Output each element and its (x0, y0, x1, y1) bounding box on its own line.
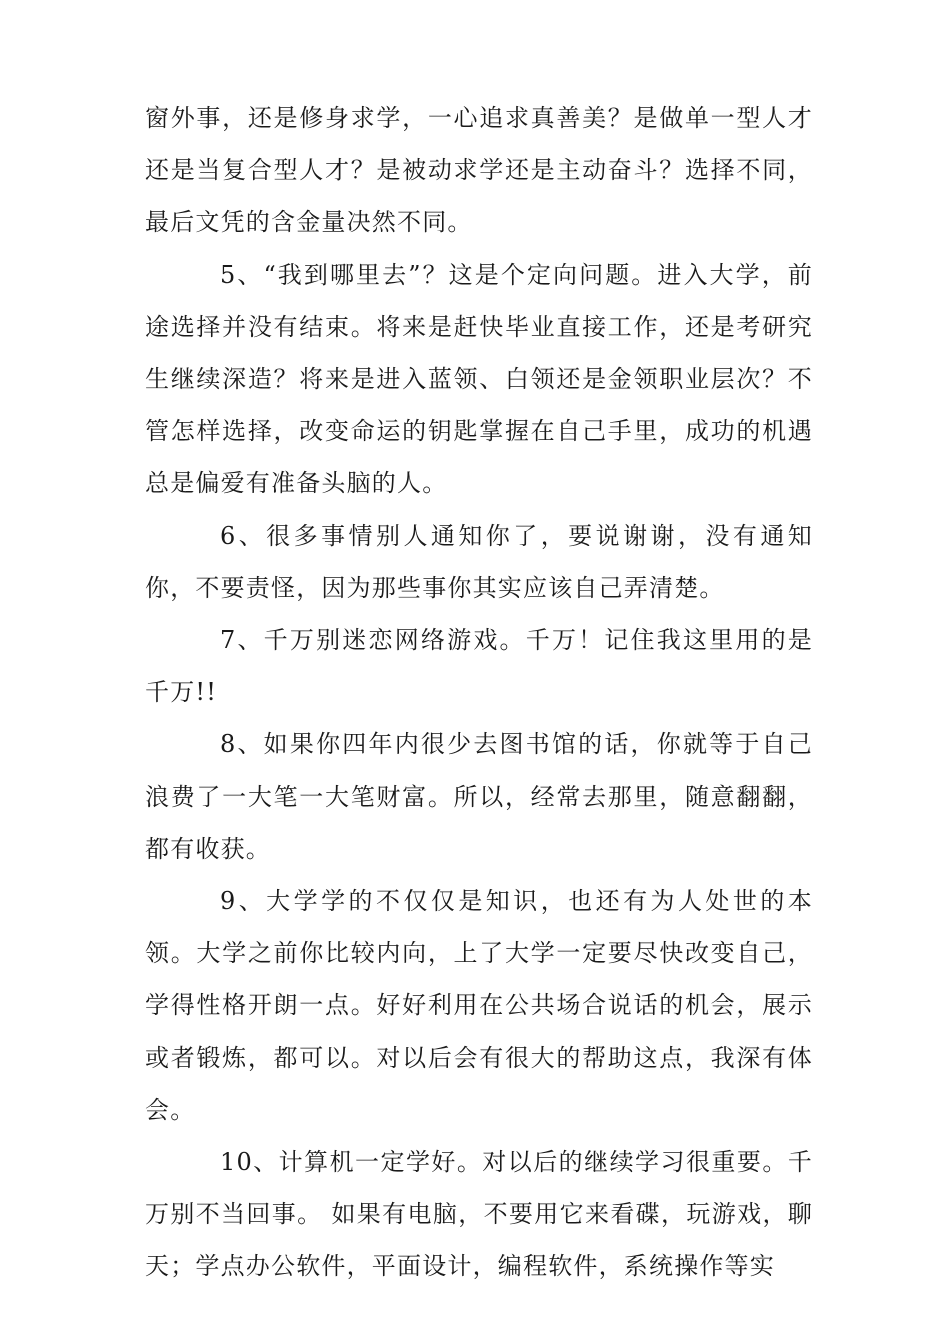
paragraph-6: 6、很多事情别人通知你了，要说谢谢，没有通知你，不要责怪，因为那些事你其实应该自己弄清楚。 (145, 521, 813, 602)
paragraph-intro: 窗外事，还是修身求学，一心追求真善美？是做单一型人才还是当复合型人才？是被动求学还是主动奋斗？选择不同，最后文凭的含金量决然不同。 (145, 104, 813, 237)
paragraph-10: 10、计算机一定学好。对以后的继续学习很重要。千万别不当回事。 如果有电脑，不要用它来看碟，玩游戏，聊天；学点办公软件，平面设计，编程软件，系统操作等实 (145, 1148, 813, 1281)
paragraph-7: 7、千万别迷恋网络游戏。千万！记住我这里用的是千万!! (145, 626, 813, 707)
paragraph-9: 9、大学学的不仅仅是知识，也还有为人处世的本领。大学之前你比较内向，上了大学一定要尽快改变自己，学得性格开朗一点。好好利用在公共场合说话的机会，展示或者锻炼，都可以。对以后会有很大的帮助这点，我深有体会。 (145, 887, 813, 1124)
paragraph-8: 8、如果你四年内很少去图书馆的话，你就等于自己浪费了一大笔一大笔财富。所以，经常去那里，随意翻翻，都有收获。 (145, 730, 813, 863)
paragraph-5: 5、“我到哪里去”？这是个定向问题。进入大学，前途选择并没有结束。将来是赶快毕业直接工作，还是考研究生继续深造？将来是进入蓝领、白领还是金领职业层次？不管怎样选择，改变命运的钥匙掌握在自己手里，成功的机遇总是偏爱有准备头脑的人。 (145, 260, 813, 498)
document-body (145, 92, 813, 1293)
